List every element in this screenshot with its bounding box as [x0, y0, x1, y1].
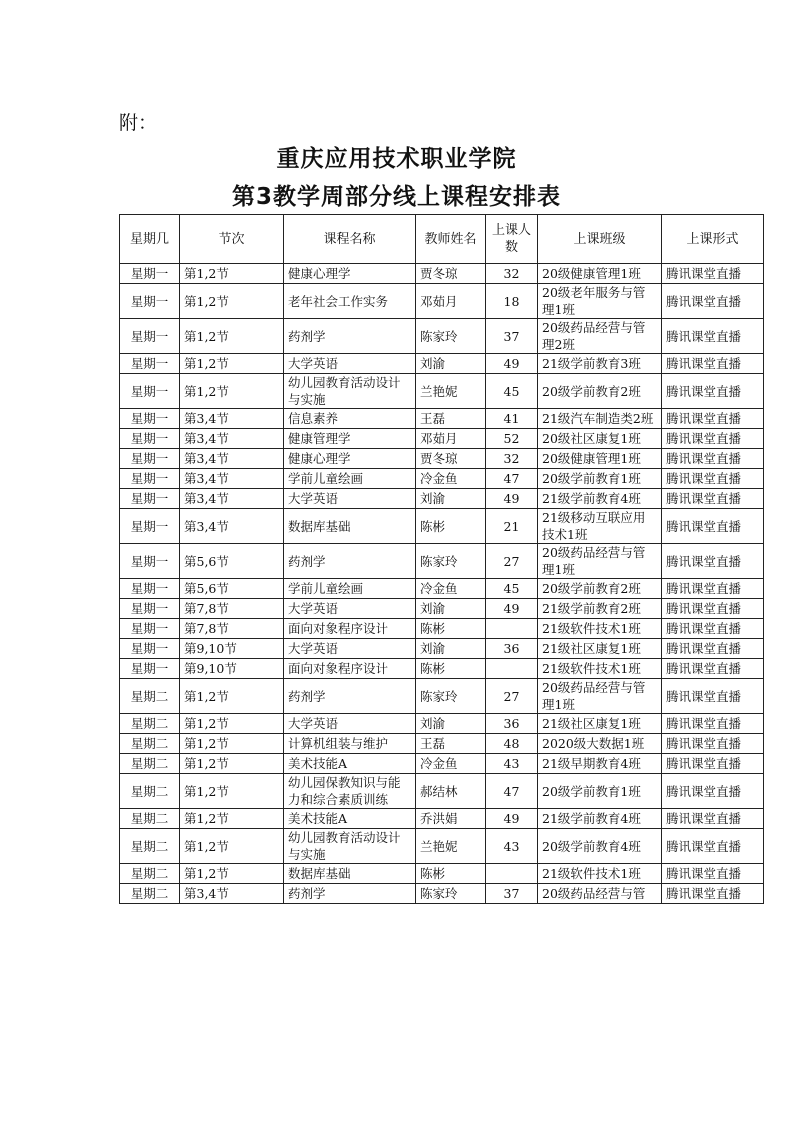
cell-class: 20级健康管理1班: [538, 264, 662, 284]
cell-day: 星期一: [120, 659, 180, 679]
header-period: 节次: [180, 215, 284, 264]
cell-class: 20级药品经营与管理1班: [538, 679, 662, 714]
cell-course: 药剂学: [284, 544, 416, 579]
cell-class: 20级药品经营与管理2班: [538, 319, 662, 354]
table-row: [120, 809, 764, 829]
cell-period: 第3,4节: [180, 409, 284, 429]
cell-course: 大学英语: [284, 714, 416, 734]
table-row: [120, 864, 764, 884]
table-row: [120, 599, 764, 619]
cell-course: 大学英语: [284, 489, 416, 509]
cell-course: 数据库基础: [284, 864, 416, 884]
cell-teacher: 冷金鱼: [416, 579, 486, 599]
cell-period: 第5,6节: [180, 579, 284, 599]
cell-mode: 腾讯课堂直播: [662, 599, 764, 619]
table-row: [120, 884, 764, 904]
cell-class: 20级学前教育1班: [538, 774, 662, 809]
cell-course: 信息素养: [284, 409, 416, 429]
cell-period: 第3,4节: [180, 469, 284, 489]
cell-count: 52: [486, 429, 538, 449]
cell-mode: 腾讯课堂直播: [662, 679, 764, 714]
cell-teacher: 邓茹月: [416, 429, 486, 449]
cell-mode: 腾讯课堂直播: [662, 449, 764, 469]
cell-course: 大学英语: [284, 599, 416, 619]
cell-count: 49: [486, 489, 538, 509]
cell-day: 星期一: [120, 319, 180, 354]
cell-class: 21级社区康复1班: [538, 639, 662, 659]
cell-class: 21级早期教育4班: [538, 754, 662, 774]
cell-teacher: 兰艳妮: [416, 829, 486, 864]
cell-teacher: 陈家玲: [416, 319, 486, 354]
cell-course: 幼儿园教育活动设计与实施: [284, 374, 416, 409]
cell-period: 第1,2节: [180, 714, 284, 734]
table-row: [120, 354, 764, 374]
cell-count: 18: [486, 284, 538, 319]
table-row: [120, 489, 764, 509]
cell-period: 第1,2节: [180, 829, 284, 864]
cell-course: 美术技能A: [284, 809, 416, 829]
cell-teacher: 王磊: [416, 734, 486, 754]
cell-teacher: 冷金鱼: [416, 469, 486, 489]
cell-teacher: 郝结林: [416, 774, 486, 809]
cell-class: 21级学前教育4班: [538, 489, 662, 509]
cell-course: 健康心理学: [284, 449, 416, 469]
cell-teacher: 刘渝: [416, 639, 486, 659]
cell-class: 21级学前教育2班: [538, 599, 662, 619]
cell-course: 学前儿童绘画: [284, 579, 416, 599]
cell-count: 49: [486, 809, 538, 829]
table-row: [120, 659, 764, 679]
cell-course: 药剂学: [284, 884, 416, 904]
cell-count: 32: [486, 264, 538, 284]
cell-teacher: 贾冬琼: [416, 264, 486, 284]
cell-count: [486, 659, 538, 679]
table-row: [120, 639, 764, 659]
cell-day: 星期一: [120, 579, 180, 599]
cell-count: 45: [486, 374, 538, 409]
table-row: [120, 449, 764, 469]
cell-mode: 腾讯课堂直播: [662, 509, 764, 544]
header-mode: 上课形式: [662, 215, 764, 264]
header-course: 课程名称: [284, 215, 416, 264]
cell-period: 第3,4节: [180, 884, 284, 904]
cell-count: 48: [486, 734, 538, 754]
cell-course: 幼儿园教育活动设计与实施: [284, 829, 416, 864]
table-row: [120, 619, 764, 639]
cell-day: 星期一: [120, 469, 180, 489]
cell-course: 学前儿童绘画: [284, 469, 416, 489]
cell-period: 第5,6节: [180, 544, 284, 579]
cell-class: 20级学前教育2班: [538, 579, 662, 599]
cell-mode: 腾讯课堂直播: [662, 714, 764, 734]
cell-count: 45: [486, 579, 538, 599]
cell-day: 星期一: [120, 374, 180, 409]
cell-course: 药剂学: [284, 679, 416, 714]
cell-class: 20级老年服务与管理1班: [538, 284, 662, 319]
cell-mode: 腾讯课堂直播: [662, 864, 764, 884]
cell-period: 第1,2节: [180, 354, 284, 374]
cell-day: 星期二: [120, 829, 180, 864]
cell-period: 第1,2节: [180, 679, 284, 714]
table-row: [120, 284, 764, 319]
cell-course: 面向对象程序设计: [284, 619, 416, 639]
cell-mode: 腾讯课堂直播: [662, 754, 764, 774]
cell-mode: 腾讯课堂直播: [662, 579, 764, 599]
cell-course: 药剂学: [284, 319, 416, 354]
cell-count: 37: [486, 884, 538, 904]
cell-count: 32: [486, 449, 538, 469]
cell-count: [486, 619, 538, 639]
table-row: [120, 544, 764, 579]
cell-teacher: 兰艳妮: [416, 374, 486, 409]
cell-mode: 腾讯课堂直播: [662, 374, 764, 409]
cell-mode: 腾讯课堂直播: [662, 544, 764, 579]
cell-teacher: 乔洪娟: [416, 809, 486, 829]
cell-day: 星期一: [120, 509, 180, 544]
cell-class: 21级学前教育4班: [538, 809, 662, 829]
cell-day: 星期二: [120, 754, 180, 774]
cell-class: 2020级大数据1班: [538, 734, 662, 754]
table-header-row: [120, 215, 764, 264]
cell-count: 49: [486, 599, 538, 619]
cell-count: 41: [486, 409, 538, 429]
cell-count: 27: [486, 544, 538, 579]
cell-course: 美术技能A: [284, 754, 416, 774]
header-class: 上课班级: [538, 215, 662, 264]
cell-period: 第1,2节: [180, 284, 284, 319]
cell-course: 健康管理学: [284, 429, 416, 449]
table-row: [120, 409, 764, 429]
cell-day: 星期一: [120, 264, 180, 284]
cell-count: 43: [486, 829, 538, 864]
cell-class: 20级学前教育4班: [538, 829, 662, 864]
cell-mode: 腾讯课堂直播: [662, 319, 764, 354]
cell-mode: 腾讯课堂直播: [662, 659, 764, 679]
cell-period: 第3,4节: [180, 449, 284, 469]
cell-mode: 腾讯课堂直播: [662, 409, 764, 429]
cell-count: 27: [486, 679, 538, 714]
table-row: [120, 264, 764, 284]
cell-class: 21级软件技术1班: [538, 619, 662, 639]
cell-mode: 腾讯课堂直播: [662, 809, 764, 829]
table-row: [120, 374, 764, 409]
cell-teacher: 陈家玲: [416, 544, 486, 579]
cell-count: [486, 864, 538, 884]
table-row: [120, 714, 764, 734]
cell-count: 37: [486, 319, 538, 354]
table-row: [120, 319, 764, 354]
cell-period: 第1,2节: [180, 774, 284, 809]
header-teacher: 教师姓名: [416, 215, 486, 264]
cell-mode: 腾讯课堂直播: [662, 774, 764, 809]
cell-day: 星期二: [120, 864, 180, 884]
table-row: [120, 754, 764, 774]
cell-day: 星期二: [120, 774, 180, 809]
document-title-school: 重庆应用技术职业学院: [276, 146, 517, 172]
cell-day: 星期一: [120, 619, 180, 639]
cell-teacher: 刘渝: [416, 599, 486, 619]
cell-day: 星期二: [120, 809, 180, 829]
table-row: [120, 734, 764, 754]
cell-day: 星期二: [120, 679, 180, 714]
cell-count: 47: [486, 469, 538, 489]
schedule-table: [119, 214, 764, 904]
cell-day: 星期一: [120, 639, 180, 659]
cell-mode: 腾讯课堂直播: [662, 489, 764, 509]
cell-mode: 腾讯课堂直播: [662, 429, 764, 449]
cell-day: 星期一: [120, 429, 180, 449]
cell-teacher: 陈彬: [416, 509, 486, 544]
cell-teacher: 陈家玲: [416, 884, 486, 904]
cell-period: 第1,2节: [180, 374, 284, 409]
cell-count: 49: [486, 354, 538, 374]
cell-mode: 腾讯课堂直播: [662, 264, 764, 284]
cell-teacher: 王磊: [416, 409, 486, 429]
cell-mode: 腾讯课堂直播: [662, 639, 764, 659]
cell-course: 面向对象程序设计: [284, 659, 416, 679]
cell-day: 星期二: [120, 734, 180, 754]
cell-count: 21: [486, 509, 538, 544]
cell-day: 星期一: [120, 284, 180, 319]
cell-period: 第1,2节: [180, 319, 284, 354]
cell-count: 36: [486, 639, 538, 659]
cell-period: 第1,2节: [180, 809, 284, 829]
cell-teacher: 陈彬: [416, 659, 486, 679]
cell-class: 21级汽车制造类2班: [538, 409, 662, 429]
cell-day: 星期一: [120, 354, 180, 374]
cell-mode: 腾讯课堂直播: [662, 884, 764, 904]
cell-class: 21级软件技术1班: [538, 864, 662, 884]
table-row: [120, 679, 764, 714]
table-row: [120, 469, 764, 489]
cell-period: 第9,10节: [180, 659, 284, 679]
header-count: 上课人数: [486, 215, 538, 264]
cell-period: 第7,8节: [180, 599, 284, 619]
document-title-schedule: 第3教学周部分线上课程安排表: [231, 184, 561, 210]
cell-teacher: 冷金鱼: [416, 754, 486, 774]
cell-class: 21级学前教育3班: [538, 354, 662, 374]
cell-mode: 腾讯课堂直播: [662, 354, 764, 374]
cell-count: 47: [486, 774, 538, 809]
table-row: [120, 579, 764, 599]
cell-period: 第3,4节: [180, 429, 284, 449]
cell-class: 21级软件技术1班: [538, 659, 662, 679]
cell-teacher: 陈彬: [416, 864, 486, 884]
cell-period: 第1,2节: [180, 734, 284, 754]
cell-course: 计算机组装与维护: [284, 734, 416, 754]
cell-class: 20级社区康复1班: [538, 429, 662, 449]
cell-teacher: 刘渝: [416, 714, 486, 734]
cell-class: 20级健康管理1班: [538, 449, 662, 469]
cell-course: 健康心理学: [284, 264, 416, 284]
cell-course: 大学英语: [284, 354, 416, 374]
cell-day: 星期二: [120, 714, 180, 734]
cell-mode: 腾讯课堂直播: [662, 734, 764, 754]
cell-class: 20级药品经营与管理1班: [538, 544, 662, 579]
table-row: [120, 774, 764, 809]
cell-class: 21级移动互联应用技术1班: [538, 509, 662, 544]
cell-mode: 腾讯课堂直播: [662, 619, 764, 639]
table-row: [120, 829, 764, 864]
cell-class: 20级学前教育1班: [538, 469, 662, 489]
cell-class: 20级药品经营与管: [538, 884, 662, 904]
cell-class: 21级社区康复1班: [538, 714, 662, 734]
cell-teacher: 陈彬: [416, 619, 486, 639]
cell-teacher: 刘渝: [416, 354, 486, 374]
cell-day: 星期一: [120, 409, 180, 429]
cell-teacher: 贾冬琼: [416, 449, 486, 469]
cell-period: 第1,2节: [180, 864, 284, 884]
cell-day: 星期一: [120, 489, 180, 509]
cell-period: 第9,10节: [180, 639, 284, 659]
cell-day: 星期二: [120, 884, 180, 904]
table-row: [120, 509, 764, 544]
cell-day: 星期一: [120, 544, 180, 579]
attachment-label: 附：: [119, 112, 158, 134]
cell-class: 20级学前教育2班: [538, 374, 662, 409]
cell-mode: 腾讯课堂直播: [662, 829, 764, 864]
cell-course: 老年社会工作实务: [284, 284, 416, 319]
cell-course: 数据库基础: [284, 509, 416, 544]
table-row: [120, 429, 764, 449]
cell-mode: 腾讯课堂直播: [662, 284, 764, 319]
header-day: 星期几: [120, 215, 180, 264]
cell-course: 幼儿园保教知识与能力和综合素质训练: [284, 774, 416, 809]
cell-mode: 腾讯课堂直播: [662, 469, 764, 489]
cell-teacher: 邓茹月: [416, 284, 486, 319]
cell-course: 大学英语: [284, 639, 416, 659]
cell-teacher: 陈家玲: [416, 679, 486, 714]
cell-count: 36: [486, 714, 538, 734]
cell-day: 星期一: [120, 599, 180, 619]
cell-period: 第1,2节: [180, 754, 284, 774]
cell-period: 第3,4节: [180, 489, 284, 509]
cell-count: 43: [486, 754, 538, 774]
cell-period: 第7,8节: [180, 619, 284, 639]
cell-period: 第1,2节: [180, 264, 284, 284]
cell-day: 星期一: [120, 449, 180, 469]
cell-teacher: 刘渝: [416, 489, 486, 509]
cell-period: 第3,4节: [180, 509, 284, 544]
